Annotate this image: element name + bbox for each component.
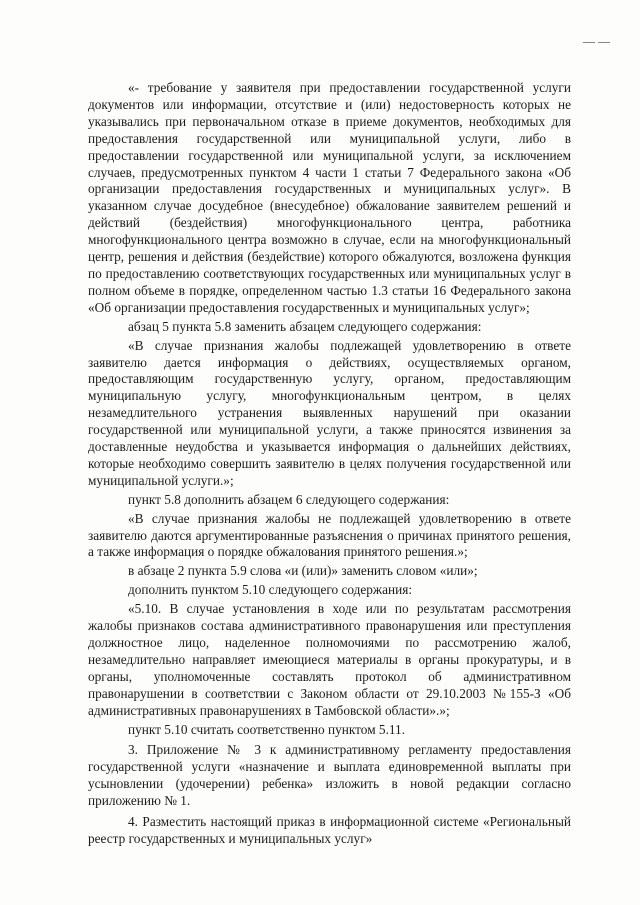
paragraph-complaint-rejected: «В случае признания жалобы не подлежащей удовлетворению в ответе заявителю даются аргументированные разъяснения о причинах принятого решения, а также информация о порядке обжалования принятого решения.»; <box>88 510 571 560</box>
paragraph-item-3: 3. Приложение № 3 к административному регламенту предоставления государственной услуги «назначение и выплата единовременной выплаты при усыновлении (удочерении) ребенка» изложить в новой редакции согласно приложению № 1. <box>88 742 571 809</box>
paragraph-renumber-5-11: пункт 5.10 считать соответственно пунктом 5.11. <box>128 721 406 737</box>
document-body <box>88 80 571 848</box>
paragraph-supplement-5-8: пункт 5.8 дополнить абзацем 6 следующего содержания: <box>128 491 450 507</box>
paragraph-5-10-text: «5.10. В случае установления в ходе или по результатам рассмотрения жалобы признаков состава административного правонарушения или преступления должностное лицо, наделенное полномочиями по рассмотрению жалоб, незамедлительно направляет имеющиеся материалы в органы прокуратуры, и в органы, уполномоченные составлять протокол об административном правонарушении в соответствии с Законом области от 29.10.2003 №155-З «Об административных правонарушениях в Тамбовской области».»; <box>88 601 571 718</box>
paragraph-item-4: 4. Разместить настоящий приказ в информационной системе «Региональный реестр государственных и муниципальных услуг» <box>88 814 571 846</box>
paragraph-add-5-10: дополнить пунктом 5.10 следующего содержания: <box>128 582 413 598</box>
paragraph-amend-5-8: абзац 5 пункта 5.8 заменить абзацем следующего содержания: <box>128 318 482 334</box>
corner-mark: — — <box>583 34 610 48</box>
paragraph-amend-5-9: в абзаце 2 пункта 5.9 слова «и (или)» заменить словом «или»; <box>128 563 478 579</box>
paragraph-requirement-clause: «- требование у заявителя при предоставлении государственной услуги документов или информации, отсутствие и (или) недостоверность которых не указывались при первоначальном отказе в приеме документов, необходимых для предоставления государственной или муниципальной услуги, либо в предоставлении государственной или муниципальной услуги, за исключением случаев, предусмотренных пунктом 4 части 1 статьи 7 Федерального закона «Об организации предоставления государственных и муниципальных услуг». В указанном случае досудебное (внесудебное) обжалование заявителем решений и действий (бездействия) многофункционального центра, работника многофункционального центра возможно в случае, если на многофункциональный центр, решения и действия (бездействие) которого обжалуются, возложена функция по предоставлению соответствующих государственных или муниципальных услуг в полном объеме в порядке, определенном частью 1.3 статьи 16 Федерального закона «Об организации предоставления государственных и муниципальных услуг»; <box>88 80 571 315</box>
paragraph-complaint-satisfied: «В случае признания жалобы подлежащей удовлетворению в ответе заявителю дается информация о действиях, осуществляемых органом, предоставляющим государственную услугу, органом, предоставляющим муниципальную услугу, многофункциональным центром, в целях незамедлительного устранения выявленных нарушений при оказании государственной или муниципальной услуги, а также приносятся извинения за доставленные неудобства и указывается информация о дальнейших действиях, которые необходимо совершить заявителю в целях получения государственной или муниципальной услуги.»; <box>88 337 571 488</box>
